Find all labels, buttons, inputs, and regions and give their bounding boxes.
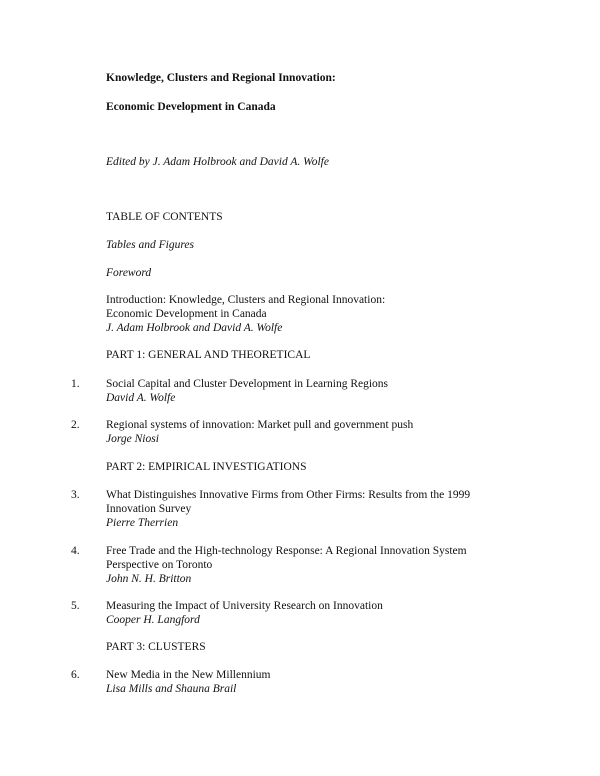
chapter-number: 5. (71, 600, 80, 612)
chapter-title: Social Capital and Cluster Development in Learning Regions (106, 378, 389, 390)
chapter-title-continued: Perspective on Toronto (106, 559, 213, 571)
chapter-entry (106, 488, 470, 530)
toc-tables-figures: Tables and Figures (106, 239, 194, 251)
chapter-title: New Media in the New Millennium (106, 669, 271, 681)
toc-foreword: Foreword (106, 267, 152, 279)
chapter-number: 1. (71, 378, 80, 390)
part3-heading: PART 3: CLUSTERS (106, 641, 206, 653)
chapter-number: 3. (71, 489, 80, 501)
chapter-author: Cooper H. Langford (106, 614, 200, 626)
chapter-author: David A. Wolfe (106, 392, 176, 404)
chapter-author: John N. H. Britton (106, 573, 192, 585)
intro-title-line1: Introduction: Knowledge, Clusters and Regional Innovation: (106, 294, 386, 306)
chapter-author: Pierre Therrien (106, 517, 179, 529)
chapter-number: 6. (71, 669, 80, 681)
editors-line: Edited by J. Adam Holbrook and David A. Wolfe (106, 156, 329, 168)
intro-authors: J. Adam Holbrook and David A. Wolfe (106, 322, 283, 334)
part1-heading: PART 1: GENERAL AND THEORETICAL (106, 349, 311, 361)
chapter-entry (106, 377, 388, 405)
chapter-entry (106, 668, 270, 696)
book-title-line2: Economic Development in Canada (106, 101, 276, 113)
chapter-entry (106, 599, 383, 627)
chapter-number: 4. (71, 545, 80, 557)
chapter-number: 2. (71, 419, 80, 431)
chapter-entry (106, 418, 413, 446)
intro-title-line2: Economic Development in Canada (106, 308, 267, 320)
chapter-title: Measuring the Impact of University Research on Innovation (106, 600, 383, 612)
chapter-title: Regional systems of innovation: Market pull and government push (106, 419, 414, 431)
chapter-title: Free Trade and the High-technology Response: A Regional Innovation System (106, 545, 467, 557)
toc-heading: TABLE OF CONTENTS (106, 211, 223, 223)
chapter-author: Lisa Mills and Shauna Brail (106, 683, 237, 695)
chapter-entry (106, 544, 467, 586)
part2-heading: PART 2: EMPIRICAL INVESTIGATIONS (106, 461, 307, 473)
chapter-title-continued: Innovation Survey (106, 503, 192, 515)
chapter-title: What Distinguishes Innovative Firms from Other Firms: Results from the 1999 (106, 489, 471, 501)
chapter-author: Jorge Niosi (106, 433, 159, 445)
book-title-line1: Knowledge, Clusters and Regional Innovation: (106, 72, 336, 84)
toc-introduction (106, 293, 385, 335)
